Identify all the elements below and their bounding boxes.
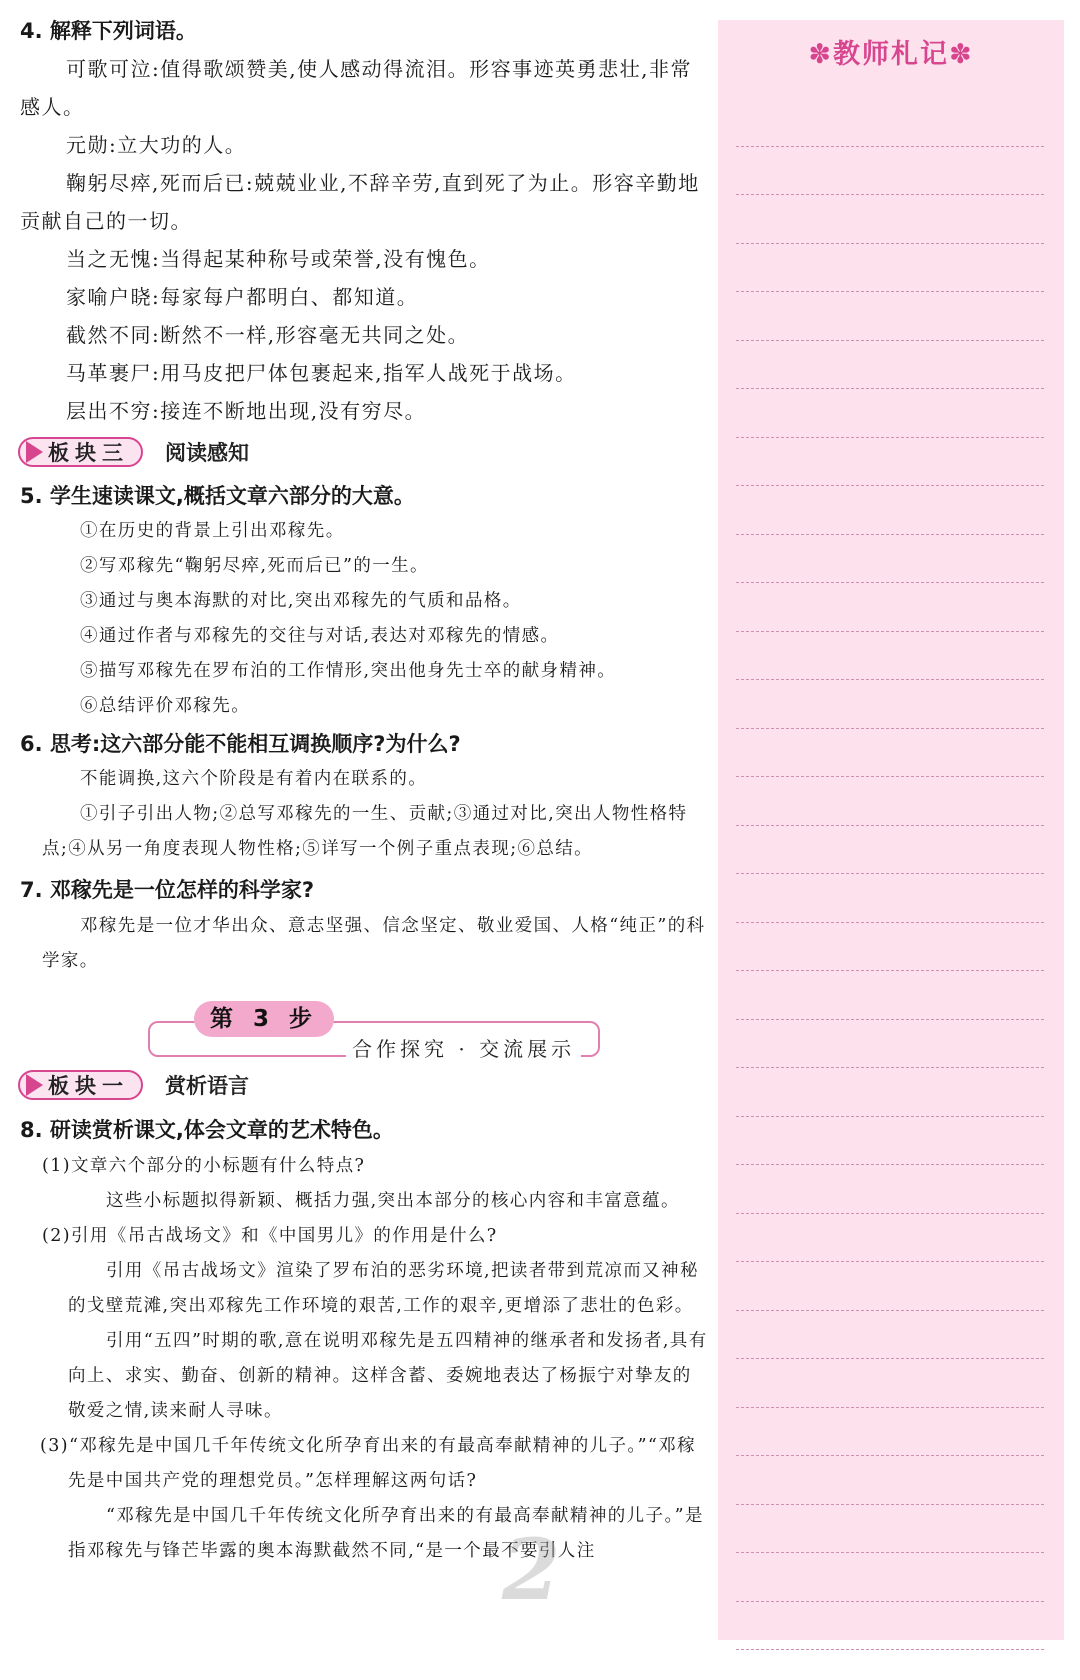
q5-answers <box>20 514 710 724</box>
note-line <box>736 1505 1044 1554</box>
answer-item: ③通过与奥本海默的对比,突出邓稼先的气质和品格。 <box>80 591 522 611</box>
note-line <box>736 1311 1044 1360</box>
q8-sub2-question: (2)引用《吊古战场文》和《中国男儿》的作用是什么? <box>42 1226 498 1246</box>
q4-definitions <box>20 50 710 430</box>
note-line <box>736 1602 1044 1651</box>
note-line <box>736 195 1044 244</box>
definition-item: 马革裹尸:用马皮把尸体包裹起来,指军人战死于战场。 <box>66 361 577 385</box>
teacher-notes-title: ✽教师札记✽ <box>808 39 974 70</box>
q6-answer-detail: ①引子引出人物;②总写邓稼先的一生、贡献;③通过对比,突出人物性格特点;④从另一角度表现人物性格;⑤详写一个例子重点表现;⑥总结。 <box>42 804 688 859</box>
note-line <box>736 826 1044 875</box>
note-line <box>736 1408 1044 1457</box>
teacher-notes-panel <box>718 20 1064 1640</box>
question-4-heading: 4. 解释下列词语。 <box>20 19 197 43</box>
answer-item: ④通过作者与邓稼先的交往与对话,表达对邓稼先的情感。 <box>80 626 560 646</box>
page-number: 2 <box>502 1520 561 1619</box>
section-badge <box>18 1070 143 1100</box>
question-5-heading: 5. 学生速读课文,概括文章六部分的大意。 <box>20 484 415 508</box>
note-line <box>736 583 1044 632</box>
note-line <box>736 486 1044 535</box>
definition-item: 鞠躬尽瘁,死而后已:兢兢业业,不辞辛劳,直到死了为止。形容辛勤地贡献自己的一切。 <box>20 171 700 233</box>
step-banner <box>20 993 710 1063</box>
q8-sub2-answer-1: 引用《吊古战场文》渲染了罗布泊的恶劣环境,把读者带到荒凉而又神秘的戈壁荒滩,突出邓稼先工作环境的艰苦,工作的艰辛,更增添了悲壮的色彩。 <box>68 1261 699 1316</box>
section-title: 阅读感知 <box>165 441 249 465</box>
definition-item: 家喻户晓:每家每户都明白、都知道。 <box>66 285 419 309</box>
q8-sub1-question: (1)文章六个部分的小标题有什么特点? <box>42 1156 366 1176</box>
q7-answer: 邓稼先是一位才华出众、意志坚强、信念坚定、敬业爱国、人格“纯正”的科学家。 <box>42 916 706 971</box>
note-line <box>736 1117 1044 1166</box>
definition-item: 层出不穷:接连不断地出现,没有穷尽。 <box>66 399 427 423</box>
section-header-1 <box>18 1067 710 1103</box>
play-arrow-icon <box>26 441 43 463</box>
section-header-3 <box>18 434 710 470</box>
note-line <box>736 632 1044 681</box>
note-line <box>736 1456 1044 1505</box>
note-line <box>736 874 1044 923</box>
question-7-heading: 7. 邓稼先是一位怎样的科学家? <box>20 878 315 902</box>
main-content <box>20 12 710 1569</box>
play-arrow-icon <box>26 1074 43 1096</box>
question-6-heading: 6. 思考:这六部分能不能相互调换顺序?为什么? <box>20 732 461 756</box>
note-line <box>736 1068 1044 1117</box>
definition-item: 截然不同:断然不一样,形容毫无共同之处。 <box>66 323 470 347</box>
step-label: 第 3 步 <box>194 1001 334 1037</box>
note-line <box>736 971 1044 1020</box>
answer-item: ⑤描写邓稼先在罗布泊的工作情形,突出他身先士卒的献身精神。 <box>80 661 617 681</box>
note-line <box>736 923 1044 972</box>
definition-item: 可歌可泣:值得歌颂赞美,使人感动得流泪。形容事迹英勇悲壮,非常感人。 <box>20 57 692 119</box>
note-line <box>736 1020 1044 1069</box>
question-8-heading: 8. 研读赏析课文,体会文章的艺术特色。 <box>20 1118 394 1142</box>
answer-item: ⑥总结评价邓稼先。 <box>80 696 251 716</box>
note-line <box>736 147 1044 196</box>
definition-item: 元勋:立大功的人。 <box>66 133 247 157</box>
note-line <box>736 438 1044 487</box>
note-line <box>736 98 1044 147</box>
section-badge-label: 板块一 <box>48 1074 129 1098</box>
section-badge-label: 板块三 <box>48 441 129 465</box>
q6-answer-summary: 不能调换,这六个阶段是有着内在联系的。 <box>80 769 428 789</box>
q8-sub2-answer-2: 引用“五四”时期的歌,意在说明邓稼先是五四精神的继承者和发扬者,具有向上、求实、勤奋、创新的精神。这样含蓄、委婉地表达了杨振宁对挚友的敬爱之情,读来耐人寻味。 <box>68 1331 708 1421</box>
answer-item: ①在历史的背景上引出邓稼先。 <box>80 521 345 541</box>
note-lines <box>736 98 1044 1650</box>
q8-sub3-answer: “邓稼先是中国几千年传统文化所孕育出来的有最高奉献精神的儿子。”是指邓稼先与锋芒毕露的奥本海默截然不同,“是一个最不要引人注 <box>68 1506 704 1561</box>
q8-sub1-answer: 这些小标题拟得新颖、概括力强,突出本部分的核心内容和丰富意蕴。 <box>106 1191 680 1211</box>
note-line <box>736 535 1044 584</box>
definition-item: 当之无愧:当得起某种称号或荣誉,没有愧色。 <box>66 247 491 271</box>
note-line <box>736 1553 1044 1602</box>
step-subtitle: 合作探究 · 交流展示 <box>346 1033 581 1062</box>
note-line <box>736 244 1044 293</box>
q8-sub3-question: (3)“邓稼先是中国几千年传统文化所孕育出来的有最高奉献精神的儿子。”“邓稼先是中国共产党的理想党员。”怎样理解这两句话? <box>40 1436 697 1491</box>
section-title: 赏析语言 <box>165 1074 249 1098</box>
section-badge <box>18 437 143 467</box>
answer-item: ②写邓稼先“鞠躬尽瘁,死而后已”的一生。 <box>80 556 429 576</box>
note-line <box>736 389 1044 438</box>
note-line <box>736 729 1044 778</box>
note-line <box>736 1214 1044 1263</box>
note-line <box>736 1165 1044 1214</box>
note-line <box>736 1359 1044 1408</box>
note-line <box>736 1262 1044 1311</box>
note-line <box>736 341 1044 390</box>
note-line <box>736 680 1044 729</box>
note-line <box>736 292 1044 341</box>
note-line <box>736 777 1044 826</box>
